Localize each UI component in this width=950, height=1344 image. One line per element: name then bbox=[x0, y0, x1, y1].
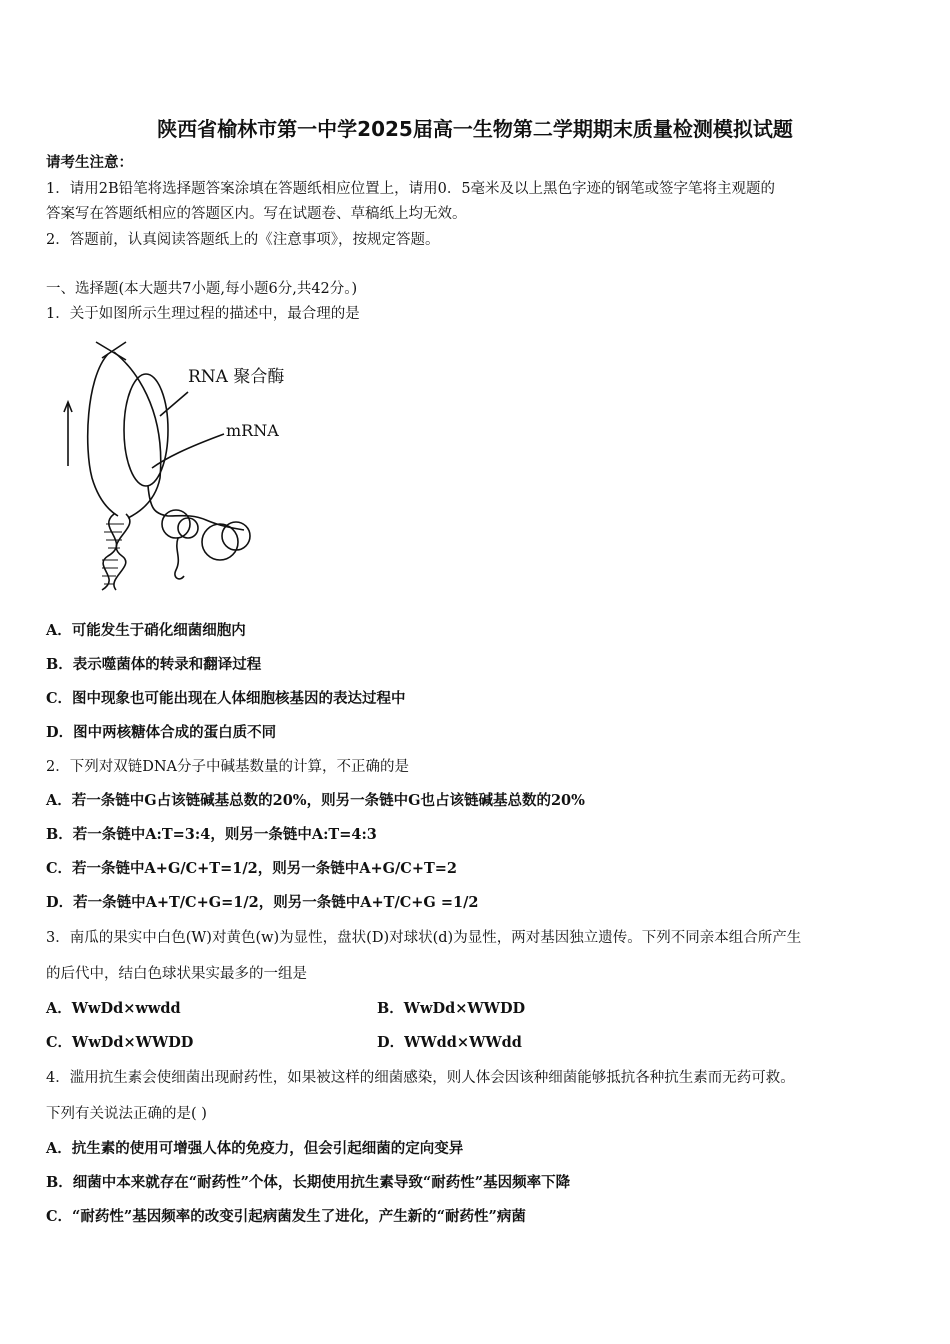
notice-item-2: 2．答题前，认真阅读答题纸上的《注意事项》，按规定答题。 bbox=[46, 232, 440, 248]
question-2-option-c[interactable]: C．若一条链中A+G/C+T=1/2，则另一条链中A+G/C+T=2 bbox=[46, 860, 458, 877]
question-1-option-a[interactable]: A．可能发生于硝化细菌细胞内 bbox=[46, 622, 246, 639]
question-3-option-c[interactable]: C．WwDd×WWDD bbox=[46, 1034, 194, 1051]
mrna-pointer bbox=[152, 434, 224, 468]
ribosome-2 bbox=[202, 524, 238, 560]
question-4-stem: 4．滥用抗生素会使细菌出现耐药性，如果被这样的细菌感染，则人体会因该种细菌能够抵抗各种抗生素而无药可救。 bbox=[46, 1070, 795, 1086]
dna-helix-strand-2 bbox=[114, 514, 130, 590]
rna-polymerase-label: RNA 聚合酶 bbox=[188, 367, 285, 387]
transcription-figure bbox=[56, 338, 306, 596]
question-3-option-d[interactable]: D．WWdd×WWdd bbox=[377, 1034, 522, 1051]
question-1-option-c[interactable]: C．图中现象也可能出现在人体细胞核基因的表达过程中 bbox=[46, 690, 406, 707]
notice-item-1-continued: 答案写在答题纸相应的答题区内。写在试题卷、草稿纸上均无效。 bbox=[46, 206, 467, 222]
question-3-stem: 3．南瓜的果实中白色(W)对黄色(w)为显性，盘状(D)对球状(d)为显性，两对基因独立遗传。下列不同亲本组合所产生 bbox=[46, 930, 802, 946]
question-1-stem: 1．关于如图所示生理过程的描述中，最合理的是 bbox=[46, 306, 360, 322]
ribosome-1 bbox=[162, 510, 190, 538]
question-4-option-b[interactable]: B．细菌中本来就存在“耐药性”个体，长期使用抗生素导致“耐药性”基因频率下降 bbox=[46, 1174, 571, 1191]
question-3-option-a[interactable]: A．WwDd×wwdd bbox=[46, 1000, 181, 1017]
notice-header: 请考生注意： bbox=[46, 154, 133, 171]
question-2-option-d[interactable]: D．若一条链中A+T/C+G=1/2，则另一条链中A+T/C+G =1/2 bbox=[46, 894, 479, 911]
ribosome-2-subunit bbox=[222, 522, 250, 550]
mrna-label: mRNA bbox=[226, 421, 279, 440]
question-4-option-c[interactable]: C．“耐药性”基因频率的改变引起病菌发生了进化，产生新的“耐药性”病菌 bbox=[46, 1208, 526, 1225]
question-4-stem-continued: 下列有关说法正确的是( ) bbox=[46, 1106, 207, 1122]
page-title: 陕西省榆林市第一中学2025届高一生物第二学期期末质量检测模拟试题 bbox=[157, 117, 793, 141]
transcription-diagram bbox=[56, 338, 306, 596]
section-heading: 一、选择题(本大题共7小题,每小题6分,共42分。) bbox=[46, 281, 358, 297]
question-3-option-b[interactable]: B．WwDd×WWDD bbox=[377, 1000, 526, 1017]
dna-loop-left bbox=[88, 354, 118, 516]
peptide-chain bbox=[175, 538, 184, 579]
question-3-stem-continued: 的后代中，结白色球状果实最多的一组是 bbox=[46, 966, 307, 982]
dna-helix-strand-1 bbox=[102, 514, 117, 590]
question-2-option-a[interactable]: A．若一条链中G占该链碱基总数的20%，则另一条链中G也占该链碱基总数的20% bbox=[46, 792, 585, 809]
question-2-option-b[interactable]: B．若一条链中A:T=3:4，则另一条链中A:T=4:3 bbox=[46, 826, 377, 843]
question-1-option-d[interactable]: D．图中两核糖体合成的蛋白质不同 bbox=[46, 724, 277, 741]
question-4-option-a[interactable]: A．抗生素的使用可增强人体的免疫力，但会引起细菌的定向变异 bbox=[46, 1140, 464, 1157]
question-1-option-b[interactable]: B．表示噬菌体的转录和翻译过程 bbox=[46, 656, 262, 673]
notice-item-1: 1．请用2B铅笔将选择题答案涂填在答题纸相应位置上，请用0．5毫米及以上黑色字迹的钢笔或签字笔将主观题的 bbox=[46, 181, 776, 197]
rna-polymerase-ellipse bbox=[124, 374, 168, 486]
question-2-stem: 2．下列对双链DNA分子中碱基数量的计算，不正确的是 bbox=[46, 759, 410, 775]
ribosome-1-subunit bbox=[178, 518, 198, 538]
